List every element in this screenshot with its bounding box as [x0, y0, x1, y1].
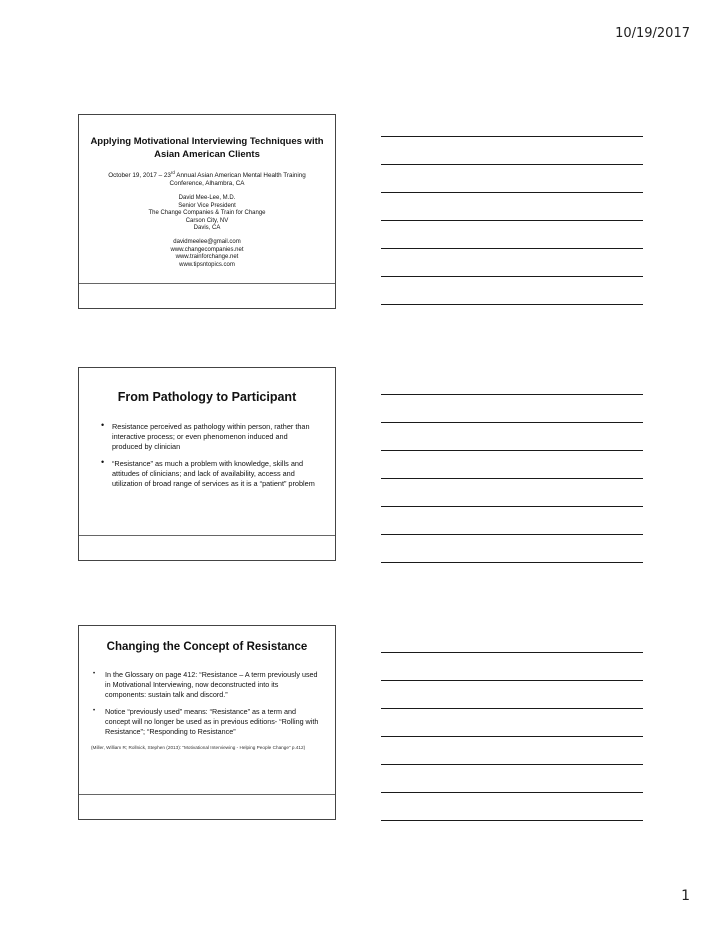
presenter-location: Carson City, NV — [185, 217, 229, 224]
contact-email: davidmeelee@gmail.com — [173, 239, 241, 246]
note-line — [381, 820, 643, 821]
citation: (Miller, William R; Rollnick, Stephen (2013): “Motivational Interviewing - Helping People Change” p.412) — [91, 744, 306, 750]
bullet-list — [91, 670, 319, 737]
slide-subtitle: October 19, 2017 – 23rd Annual Asian American Mental Health Training Conference, Alhambra, CA — [108, 170, 306, 188]
note-line — [381, 708, 643, 709]
note-line — [381, 248, 643, 249]
slide-title: Changing the Concept of Resistance — [106, 641, 308, 653]
contact-website: www.trainforchange.net — [175, 254, 239, 261]
note-line — [381, 136, 643, 137]
presenter-title: Senior Vice President — [178, 202, 236, 209]
slide-title: From Pathology to Participant — [117, 390, 297, 404]
note-line — [381, 304, 643, 305]
note-line — [381, 680, 643, 681]
note-line — [381, 192, 643, 193]
note-line — [381, 736, 643, 737]
note-line — [381, 394, 643, 395]
slide-footer-band — [79, 283, 335, 284]
presenter-org: The Change Companies & Train for Change — [148, 210, 266, 217]
note-line — [381, 478, 643, 479]
page-date: 10/19/2017 — [615, 26, 690, 41]
slide-footer-band — [79, 794, 335, 795]
note-line — [381, 534, 643, 535]
bullet-list — [101, 422, 317, 489]
slide-1 — [78, 114, 336, 309]
slide-footer-band — [79, 535, 335, 536]
bullet-icon: • — [93, 671, 96, 677]
note-line — [381, 562, 643, 563]
page-number: 1 — [681, 888, 690, 904]
note-line — [381, 764, 643, 765]
contact-website: www.changecompanies.net — [170, 246, 244, 253]
note-line — [381, 792, 643, 793]
contact-website: www.tipsntopics.com — [179, 261, 235, 268]
bullet-icon: • — [101, 420, 105, 430]
note-line — [381, 450, 643, 451]
presenter-name: David Mee-Lee, M.D. — [178, 195, 236, 202]
slide-3 — [78, 625, 336, 820]
note-line — [381, 422, 643, 423]
list-item: • Notice “previously used” means: “Resistance” as a term and concept will no longer be used as in previous editions- “Rolling with Resistance”; “Responding to Resistance” — [93, 707, 319, 736]
list-item: • In the Glossary on page 412: “Resistance – A term previously used in Motivational Interviewing, now deconstructed into its components: sustain talk and discord.” — [93, 670, 318, 699]
note-line — [381, 164, 643, 165]
list-item: • Resistance perceived as pathology within person, rather than interactive process; or even phenomenon induced and produced by clinician — [101, 420, 310, 451]
bullet-icon: • — [93, 708, 96, 715]
presenter-location: Davis, CA — [193, 225, 221, 232]
list-item: • “Resistance” as much a problem with knowledge, skills and attitudes of clinicians; and lack of availability, access and utilization of broad range of services as it is a “patient” problem — [101, 457, 315, 488]
presenter-info — [79, 195, 335, 269]
slide-title: Applying Motivational Interviewing Techniques with Asian American Clients — [90, 136, 324, 160]
note-line — [381, 652, 643, 653]
note-line — [381, 220, 643, 221]
note-line — [381, 276, 643, 277]
bullet-icon: • — [101, 457, 105, 468]
slide-2 — [78, 367, 336, 561]
note-line — [381, 506, 643, 507]
